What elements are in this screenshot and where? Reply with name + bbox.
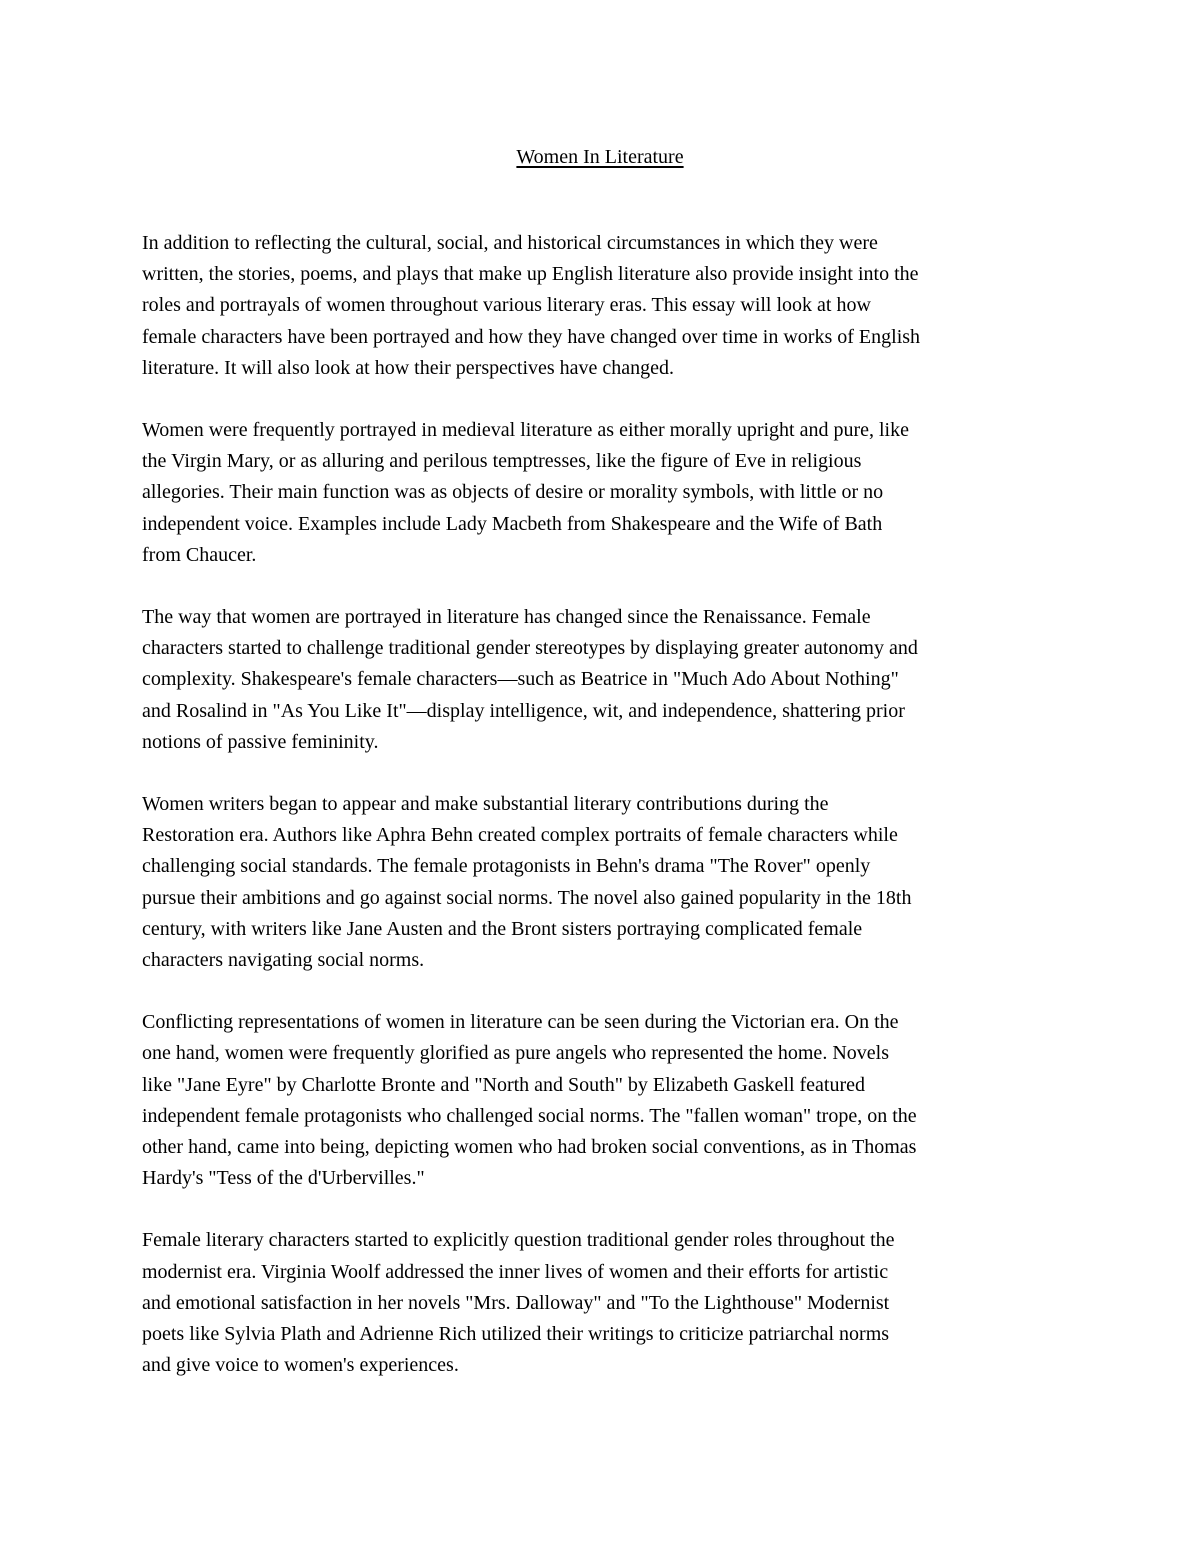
paragraph-modernist: Female literary characters started to explicitly question traditional gender roles throughout the modernist era. Virginia Woolf addressed the inner lives of women and their efforts for artistic and emotional satisfaction in her novels "Mrs. Dalloway" and "To the Lighthouse" Modernist poets like Sylvia Plath and Adrienne Rich utilized their writings to criticize patriarchal norms and give voice to women's experiences. <box>142 1229 895 1377</box>
paragraph-victorian: Conflicting representations of women in literature can be seen during the Victorian era. On the one hand, women were frequently glorified as pure angels who represented the home. Novels like "Jane Eyre" by Charlotte Bronte and "North and South" by Elizabeth Gaskell featured independent female protagonists who challenged social norms. The "fallen woman" trope, on the other hand, came into being, depicting women who had broken social conventions, as in Thomas Hardy's "Tess of the d'Urbervilles." <box>142 1011 917 1190</box>
paragraph-renaissance: The way that women are portrayed in literature has changed since the Renaissance. Female characters started to challenge traditional gender stereotypes by displaying greater autonomy and complexity. Shakespeare's female characters—such as Beatrice in "Much Ado About Nothing" and Rosalind in "As You Like It"—display intelligence, wit, and independence, shattering prior notions of passive femininity. <box>142 606 918 753</box>
paragraph-restoration: Women writers began to appear and make substantial literary contributions during the Restoration era. Authors like Aphra Behn created complex portraits of female characters while challenging social standards. The female protagonists in Behn's drama "The Rover" openly pursue their ambitions and go against social norms. The novel also gained popularity in the 18th century, with writers like Jane Austen and the Bront sisters portraying complicated female characters navigating social norms. <box>142 793 912 972</box>
paragraph-intro: In addition to reflecting the cultural, social, and historical circumstances in which they were written, the stories, poems, and plays that make up English literature also provide insight into the roles and portrayals of women throughout various literary eras. This essay will look at how female characters have been portrayed and how they have changed over time in works of English literature. It will also look at how their perspectives have changed. <box>142 232 921 379</box>
paragraph-medieval: Women were frequently portrayed in medieval literature as either morally upright and pure, like the Virgin Mary, or as alluring and perilous temptresses, like the figure of Eve in religious allegories. Their main function was as objects of desire or morality symbols, with little or no independent voice. Examples include Lady Macbeth from Shakespeare and the Wife of Bath from Chaucer. <box>142 419 909 566</box>
document-body <box>142 228 1060 1413</box>
document-title: Women In Literature <box>516 146 684 168</box>
